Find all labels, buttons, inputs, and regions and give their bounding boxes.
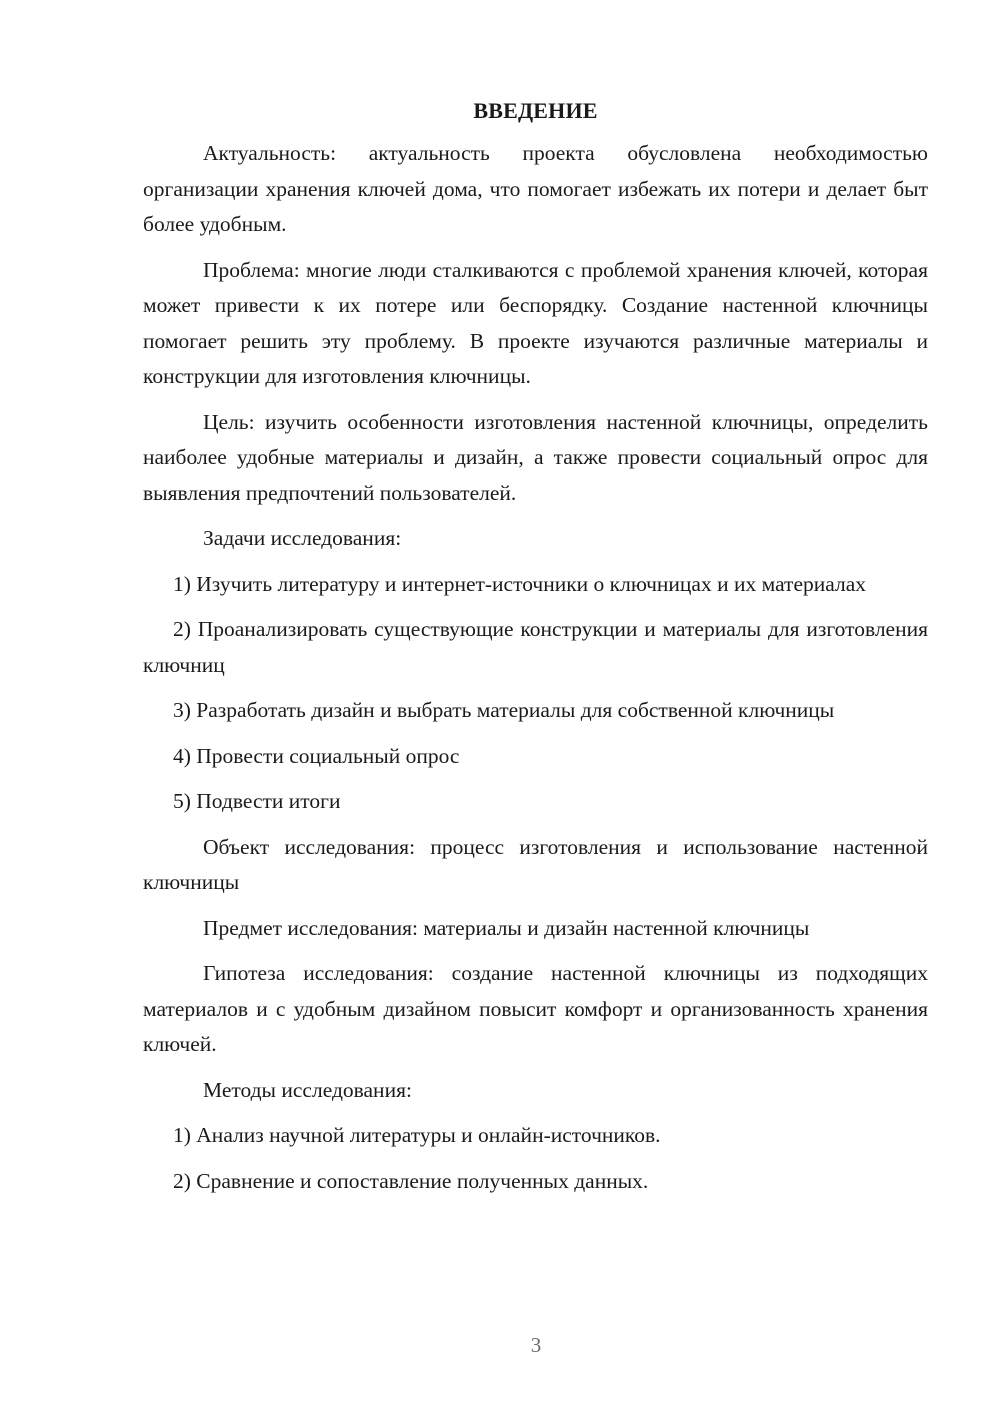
- relevance-paragraph: Актуальность: актуальность проекта обусловлена необходимостью организации хранения ключей дома, что помогает избежать их потери и делает быт более удобным.: [143, 141, 928, 236]
- methods-heading: Методы исследования:: [203, 1077, 412, 1102]
- object-paragraph: Объект исследования: процесс изготовления и использование настенной ключницы: [143, 834, 928, 894]
- method-item-1: 1) Анализ научной литературы и онлайн-источников.: [173, 1123, 661, 1147]
- task-item-5: 5) Подвести итоги: [173, 789, 341, 813]
- task-item-4: 4) Провести социальный опрос: [173, 743, 460, 768]
- method-item-2: 2) Сравнение и сопоставление полученных данных.: [173, 1168, 649, 1193]
- hypothesis-paragraph: Гипотеза исследования: создание настенной ключницы из подходящих материалов и с удобным дизайном повысит комфорт и организованность хранения ключей.: [143, 961, 928, 1056]
- tasks-heading: Задачи исследования:: [203, 526, 402, 550]
- page-number: 3: [530, 1333, 542, 1357]
- subject-paragraph: Предмет исследования: материалы и дизайн настенной ключницы: [203, 915, 810, 940]
- page-title: ВВЕДЕНИЕ: [473, 98, 598, 123]
- goal-paragraph: Цель: изучить особенности изготовления настенной ключницы, определить наиболее удобные материалы и дизайн, а также провести социальный опрос для выявления предпочтений пользователей.: [143, 409, 928, 505]
- task-item-2: 2) Проанализировать существующие конструкции и материалы для изготовления ключниц: [143, 617, 928, 677]
- page-body: [143, 96, 928, 1209]
- problem-paragraph: Проблема: многие люди сталкиваются с проблемой хранения ключей, которая может привести к их потере или беспорядку. Создание настенной ключницы помогает решить эту проблему. В проекте изучаются различные материалы и конструкции для изготовления ключницы.: [143, 257, 928, 388]
- task-item-3: 3) Разработать дизайн и выбрать материалы для собственной ключницы: [173, 698, 835, 722]
- task-item-1: 1) Изучить литературу и интернет-источники о ключницах и их материалах: [173, 571, 866, 596]
